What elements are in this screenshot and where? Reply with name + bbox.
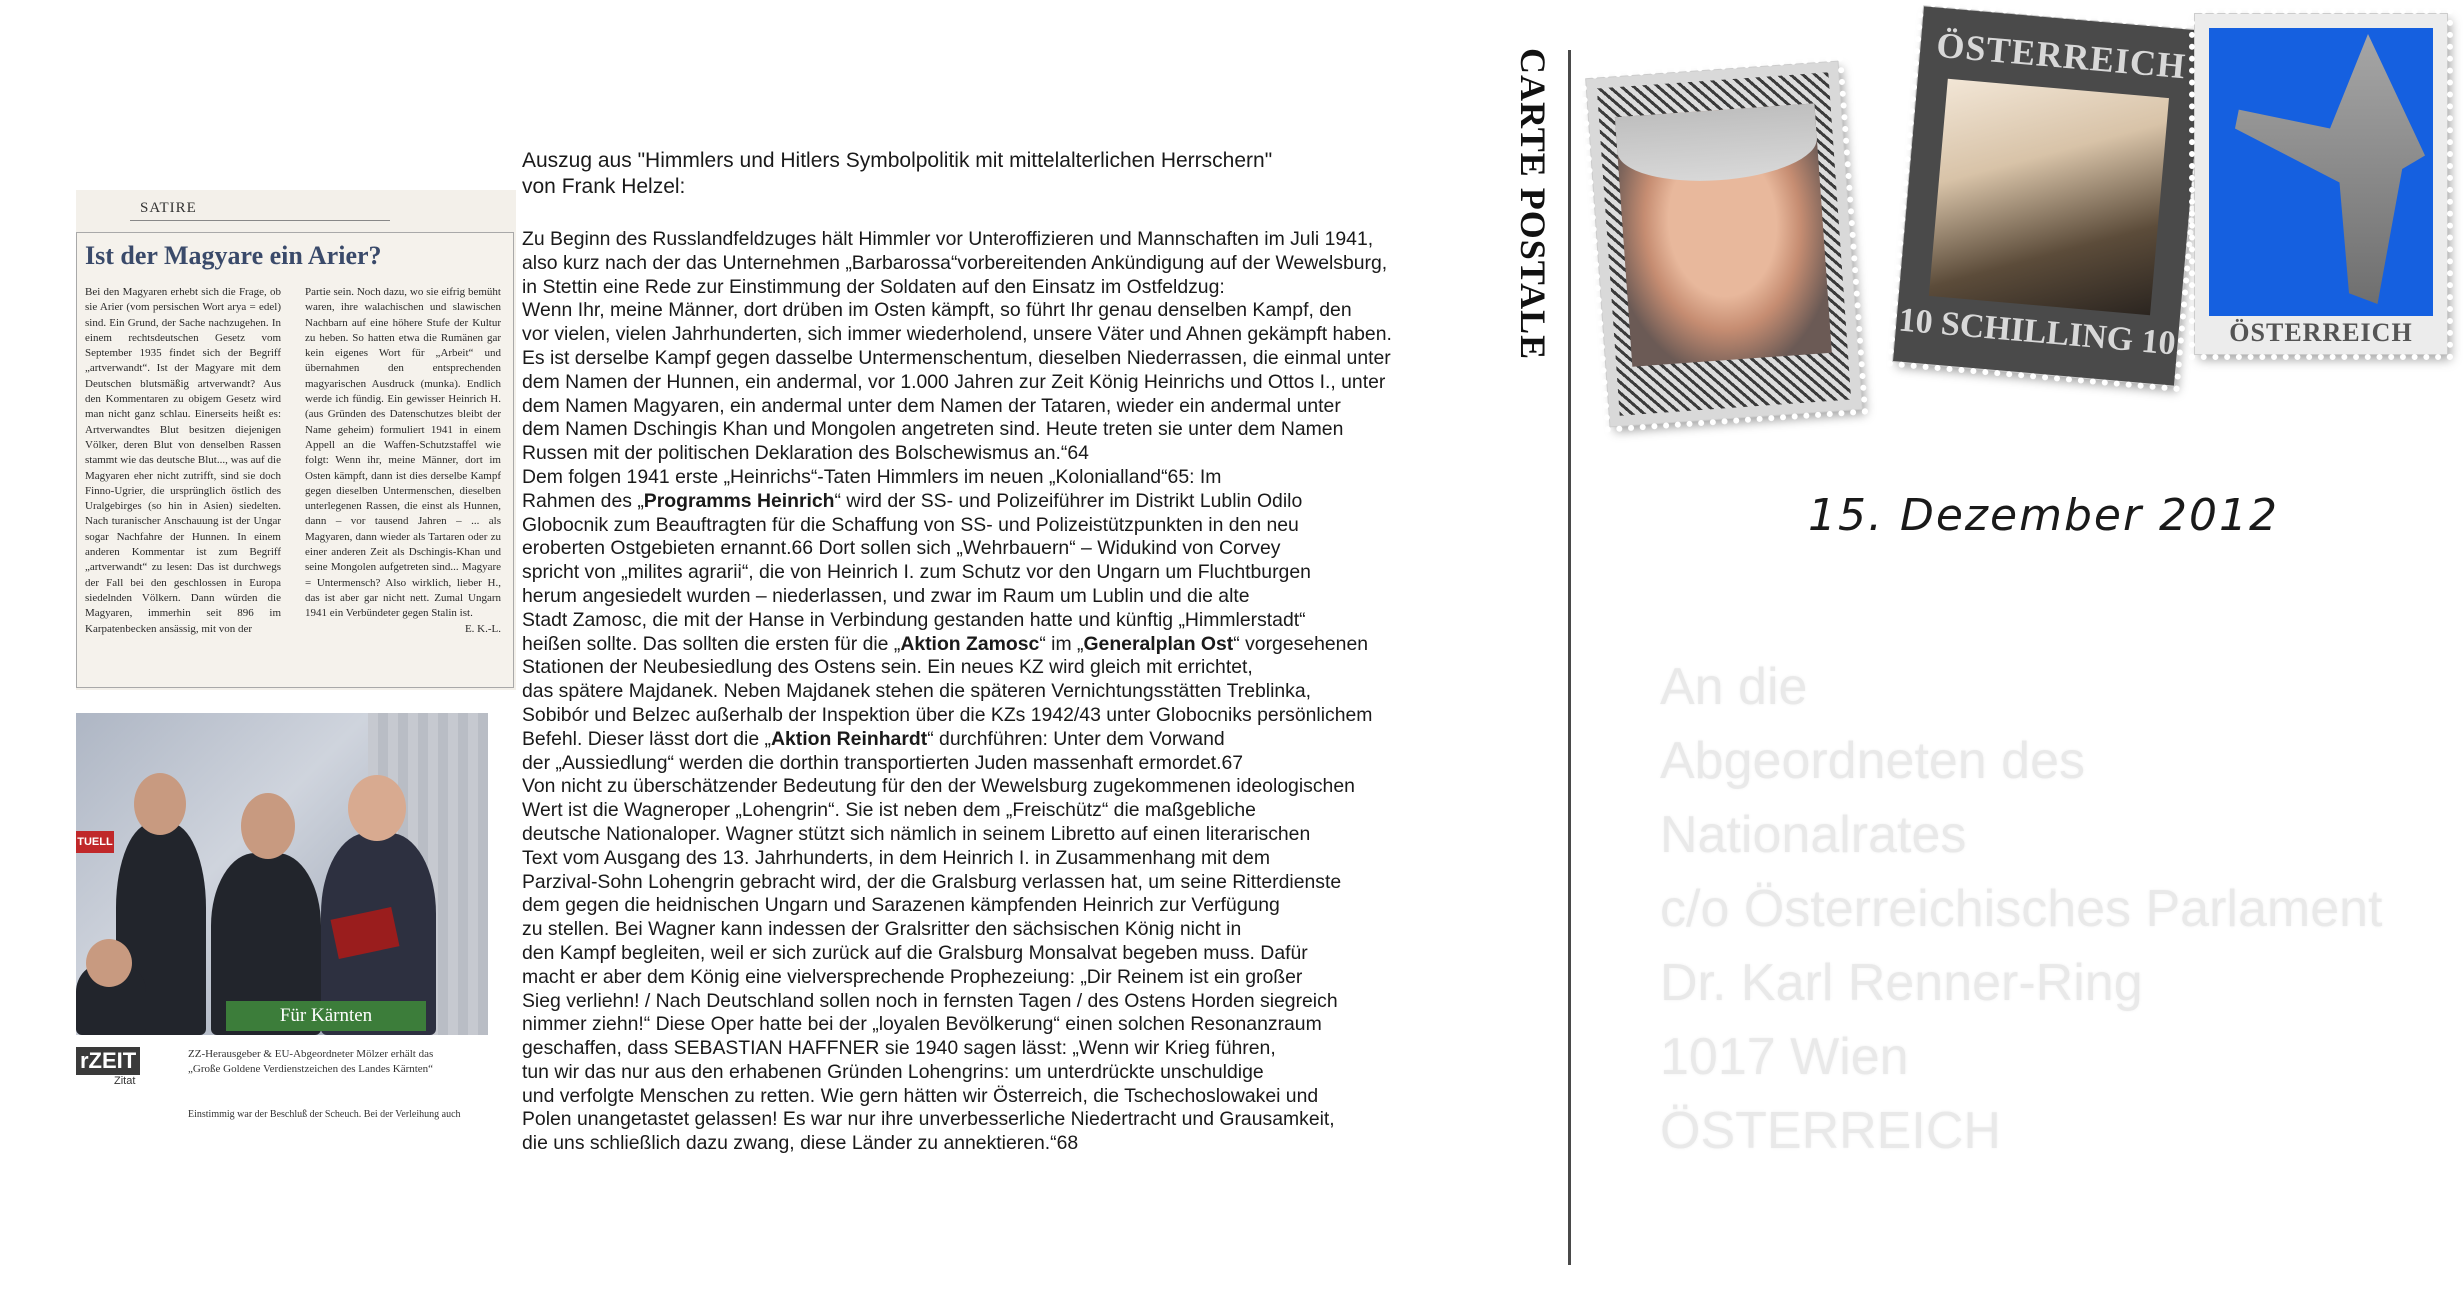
article-line: in Stettin eine Rede zur Einstimmung der Soldaten auf den Einsatz im Ostfeldzug: <box>522 275 1225 298</box>
stamp-value-label: 10 SCHILLING 10 <box>1897 301 2178 363</box>
article-body <box>522 228 1472 1156</box>
address-line: Abgeordneten des <box>1660 732 2086 790</box>
address-line: ÖSTERREICH <box>1660 1102 2001 1160</box>
photo-banner: Für Kärnten <box>226 1001 426 1031</box>
article-line: Dem folgen 1941 erste „Heinrichs“-Taten Himmlers im neuen „Kolonialland“65: Im <box>522 465 1222 488</box>
photo-person-3-head <box>348 775 406 841</box>
article-line: eroberten Ostgebieten ernannt.66 Dort sollen sich „Wehrbauern“ – Widukind von Corvey <box>522 537 1281 560</box>
stamp-portrait <box>1586 62 1862 427</box>
article-line: herum angesiedelt wurden – niederlassen, und zwar im Raum um Lublin und die alte <box>522 584 1250 607</box>
photo-caption <box>188 1047 488 1120</box>
article-line: Sobibór und Belzec außerhalb der Inspektion über die KZs 1942/43 unter Globocniks persönlichem <box>522 703 1373 726</box>
article-line: Wert ist die Wagneroper „Lohengrin“. Sie ist neben dem „Freischütz“ die maßgebliche <box>522 799 1256 822</box>
stamp-schilling <box>1893 6 2205 385</box>
text: Rahmen des „ <box>522 489 644 512</box>
newspaper-clipping <box>76 190 516 690</box>
article-line: Polen unangetastet gelassen! Es war nur ihre unverbesserliche Niedertracht und Grausamkeit, <box>522 1108 1335 1131</box>
bold-term: Generalplan Ost <box>1083 632 1234 655</box>
article-line: spricht von „milites agrarii“, die von Heinrich I. zum Schutz vor den Ungarn um Fluchtburgen <box>522 561 1311 584</box>
article-line: das spätere Majdanek. Neben Majdanek stehen die späteren Vernichtungsstätten Treblinka, <box>522 680 1312 703</box>
article-line: also kurz nach der das Unternehmen „Barbarossa“vorbereitenden Ankündigung auf der Wewelsburg, <box>522 251 1388 274</box>
text: “ durchführen: Unter dem Vorwand <box>927 727 1225 750</box>
zeit-logo <box>76 1047 156 1095</box>
photo-person-4-head <box>86 939 132 987</box>
address-line: Nationalrates <box>1660 806 1967 864</box>
text: Befehl. Dieser lässt dort die „ <box>522 727 771 750</box>
zeit-logo-main: rZEIT <box>76 1047 140 1075</box>
article-line: deutsche Nationaloper. Wagner stützt sich nämlich in seinem Libretto auf einen literarischen <box>522 822 1311 845</box>
article-line: Text vom Ausgang des 13. Jahrhunderts, in dem Heinrich I. in Zusammenhang mit dem <box>522 846 1270 869</box>
photo-caption-line-1: ZZ-Herausgeber & EU-Abgeordneter Mölzer erhält das <box>188 1048 434 1060</box>
clipping-column-1: Bei den Magyaren erhebt sich die Frage, ob sie Arier (vom persischen Wort arya = edel) sind. Ein Grund, der Sache nachzugehen. In einem rechtsdeutschen Gesetz vom September 1935 findet sich der Begriff „artverwandt“. Ist der Magyare mit dem Deutschen blutsmäßig artverwandt? Aus den Kommentaren zu obigem Gesetz wird man nicht ganz schlau. Einerseits heißt es: Artverwandtes Blut besitzen diejenigen Völker, deren Blut von denselben Rassen stammt wie das deutsche Blut..., was auf die Magyaren eher nicht zutrifft, sind sie doch Finno-Ugrier, die ursprünglich östlich des Uralgebirges (so hin in Asien) siedelten. Nach turanischer Anschauung ist der Ungar sogar Nachfahre der Hunnen. In einem anderen Kommentar ist zum Begriff „artverwandt“ zu lesen: Das ist durchwegs der Fall bei den geschlossen in Europa siedelnden Völkern. Dann würden die Magyaren, immerhin seit 896 im Karpatenbecken ansässig, mit von der <box>85 286 281 635</box>
photo-caption-line-2: „Große Goldene Verdienstzeichen des Landes Kärnten“ <box>188 1063 434 1075</box>
article-heading <box>522 148 1272 200</box>
article-line: tun wir das nur aus den erhabenen Gründen Lohengrins: um unterdrückte unschuldige <box>522 1060 1264 1083</box>
stamp-aircraft <box>2195 14 2447 354</box>
zeit-logo-sub: Zitat <box>114 1075 136 1087</box>
article-line: vor vielen, vielen Jahrhunderten, sich immer wiederholend, unsere Väter und Ahnen gekämpft haben. <box>522 323 1392 346</box>
article-line: nimmer ziehn!“ Diese Oper hatte bei der „loyalen Bevölkerung“ einen solchen Resonanzraum <box>522 1013 1322 1036</box>
address-line: 1017 Wien <box>1660 1028 1909 1086</box>
article-line: Russen mit der politischen Deklaration des Bolschewismus an.“64 <box>522 442 1089 465</box>
article-line: und verfolgte Menschen zu retten. Wie gern hätten wir Österreich, die Tschechoslowakei und <box>522 1084 1319 1107</box>
postcard-address <box>1660 650 2420 1168</box>
article-line: Es ist derselbe Kampf gegen dasselbe Untermenschentum, dieselben Niederrassen, die einmal unter <box>522 346 1391 369</box>
text: heißen sollte. Das sollten die ersten für die „ <box>522 632 901 655</box>
article-line <box>522 633 1472 657</box>
article-line: Wenn Ihr, meine Männer, dort drüben im Osten kämpft, so führt Ihr genau denselben Kampf, den <box>522 299 1352 322</box>
stamp-country-label: ÖSTERREICH <box>1934 24 2188 87</box>
article-line: dem Namen Magyaren, ein andermal unter dem Namen der Tataren, wieder ein andermal unter <box>522 394 1341 417</box>
photo-caption-line-3: Einstimmig war der Beschluß der Scheuch. Bei der Verleihung auch <box>188 1109 461 1120</box>
bold-term: Aktion Zamosc <box>900 632 1040 655</box>
ceremony-photo <box>76 713 488 1035</box>
article-line: dem gegen die heidnischen Ungarn und Sarazenen kämpfenden Heinrich zur Verfügung <box>522 894 1280 917</box>
article-line: Sieg verliehn! / Nach Deutschland sollen noch in fernsten Tagen / des Ostens Horden siegreich <box>522 989 1338 1012</box>
article-line: Globocnik zum Beauftragten für die Schaffung von SS- und Polizeistützpunkten in den neu <box>522 513 1299 536</box>
postcard-divider <box>1568 50 1571 1265</box>
photo-person-1-head <box>134 773 186 835</box>
clipping-signature: E. K.-L. <box>464 622 501 635</box>
text: “ wird der SS- und Polizeiführer im Distrikt Lublin Odilo <box>834 489 1303 512</box>
article-line <box>522 490 1472 514</box>
article-line: macht er aber dem König eine vielversprechende Prophezeiung: „Dir Reinem ist ein großer <box>522 965 1303 988</box>
clipping-box <box>76 232 514 688</box>
clipping-column-2 <box>305 285 501 680</box>
article-heading-line-2: von Frank Helzel: <box>522 175 686 198</box>
article-line: den Kampf begleiten, weil er sich zurück auf die Gralsburg Monsalvat begeben muss. Dafür <box>522 941 1308 964</box>
article-line <box>522 728 1472 752</box>
clipping-headline: Ist der Magyare ein Arier? <box>85 241 382 270</box>
text: “ vorgesehenen <box>1233 632 1369 655</box>
article-line: der „Aussiedlung“ werden die dorthin transportierten Juden massenhaft ermordet.67 <box>522 751 1244 774</box>
postcard-title: CARTE POSTALE <box>1513 48 1553 361</box>
article-line: dem Namen Dschingis Khan und Mongolen angetreten sind. Heute treten sie unter dem Namen <box>522 418 1344 441</box>
article-line: geschaffen, dass SEBASTIAN HAFFNER sie 1940 sagen lässt: „Wenn wir Krieg führen, <box>522 1037 1276 1060</box>
address-line: Dr. Karl Renner-Ring <box>1660 954 2143 1012</box>
article-line: Stationen der Neubesiedlung des Ostens sein. Ein neues KZ wird gleich mit errichtet, <box>522 656 1253 679</box>
news-tag: TUELL <box>76 831 114 853</box>
bold-term: Programms Heinrich <box>643 489 835 512</box>
photo-person-2-head <box>241 793 295 859</box>
article-line: zu stellen. Bei Wagner kann indessen der Gralsritter den sächsischen König nicht in <box>522 918 1242 941</box>
address-line: c/o Österreichisches Parlament <box>1660 880 2383 938</box>
text: “ im „ <box>1039 632 1084 655</box>
article-heading-line-1: Auszug aus "Himmlers und Hitlers Symbolpolitik mit mittelalterlichen Herrschern" <box>522 149 1273 172</box>
stamp-country-label: ÖSTERREICH <box>2229 318 2413 347</box>
article-line: Zu Beginn des Russlandfeldzuges hält Himmler vor Unteroffizieren und Mannschaften im Juli 1941, <box>522 228 1374 250</box>
rubric-divider <box>130 220 390 221</box>
stamp-schilling-image <box>1929 79 2169 316</box>
clipping-column-2-text: Partie sein. Noch dazu, wo sie eifrig bemüht waren, ihre walachischen und slawischen Nachbarn auf eine höhere Stufe der Kultur zu heben. So hatten etwa die Rumänen gar kein eigenes Wort für „Arbeit“ und übernahmen den entsprechenden magyarischen Ausdruck (munka). Endlich werde ich fündig. Ein gewisser Heinrich H. (aus Gründen des Datenschutzes bleibt der Name geheim) formuliert 1941 in einem Appell an die Waffen-Schutzstaffel wie folgt: Wenn ihr, meine Männer, dort im Osten kämpft, dann ist dies derselbe Kampf gegen dieselben Untermenschen, dieselben unterlegenen Rassen, die einst als Hunnen, dann – vor tausend Jahren – ... als Magyaren, dann wieder als Tartaren oder zu einer anderen Zeit als Dschingis-Khan und seine Mongolen aufgetreten sind... Magyare = Untermensch? Also wirklich, lieber H., das ist aber gar nicht nett. Zumal Ungarn 1941 ein Verbündeter gegen Stalin ist. <box>305 286 501 620</box>
postcard-date: 15. Dezember 2012 <box>1808 490 2279 541</box>
article-line: Von nicht zu überschätzender Bedeutung für den der Wewelsburg zugekommenen ideologischen <box>522 775 1355 798</box>
address-line: An die <box>1660 658 1808 716</box>
article-line: Parzival-Sohn Lohengrin gebracht wird, der die Gralsburg verlassen hat, um seine Ritterdienste <box>522 870 1342 893</box>
article-line: die uns schließlich dazu zwang, diese Länder zu annektieren.“68 <box>522 1132 1079 1155</box>
article-line: dem Namen der Hunnen, ein andermal, vor 1.000 Jahren zur Zeit König Heinrichs und Ottos I., unter <box>522 370 1386 393</box>
bold-term: Aktion Reinhardt <box>770 727 928 750</box>
article-line: Stadt Zamosc, die mit der Hanse in Verbindung gestanden hatte und künftig „Himmlerstadt“ <box>522 608 1306 631</box>
clipping-rubric: SATIRE <box>140 200 197 216</box>
